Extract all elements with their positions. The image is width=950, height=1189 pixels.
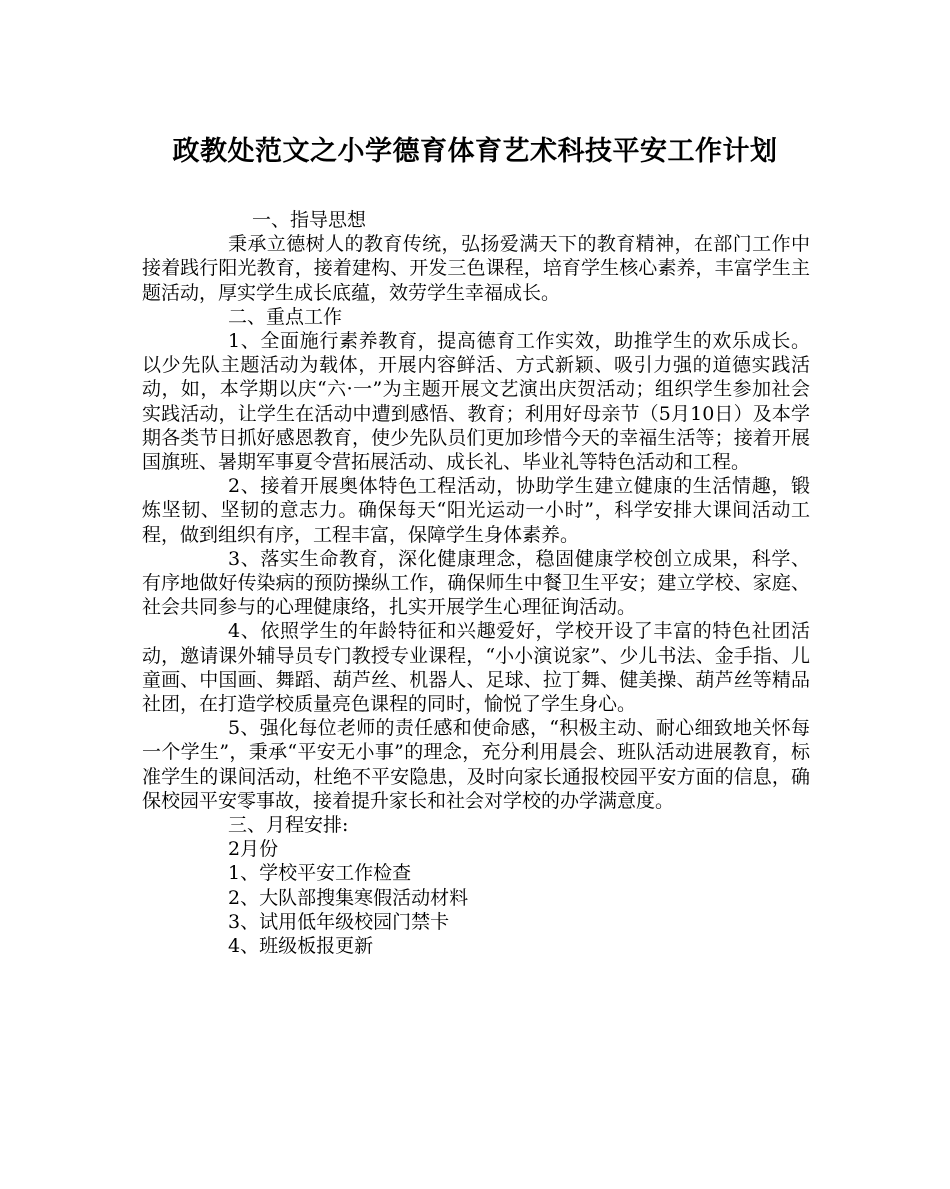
schedule-list-item: 2、大队部搜集寒假活动材料 (228, 886, 469, 909)
paragraph-guiding-ideology: 秉承立德树人的教育传统，弘扬爱满天下的教育精神，在部门工作中接着践行阳光教育，接着建构、开发三色课程，培育学生核心素养，丰富学生主题活动，厚实学生成长底蕴，效劳学生幸福成长。 (142, 233, 810, 304)
paragraph-key-work-2: 2、接着开展奥体特色工程活动，协助学生建立健康的生活情趣，锻炼坚韧、坚韧的意志力。确保每天“阳光运动一小时”，科学安排大课间活动工程，做到组织有序，工程丰富，保障学生身体素养。 (142, 475, 810, 546)
document-body (142, 208, 810, 958)
section-heading-monthly-schedule: 三、月程安排: (228, 814, 349, 837)
schedule-list-item: 1、学校平安工作检查 (228, 862, 412, 885)
paragraph-key-work-4: 4、依照学生的年龄特征和兴趣爱好，学校开设了丰富的特色社团活动，邀请课外辅导员专门教授专业课程，“小小演说家”、少儿书法、金手指、儿童画、中国画、舞蹈、葫芦丝、机器人、足球、拉丁舞、健美操、葫芦丝等精品社团，在打造学校质量亮色课程的同时，愉悦了学生身心。 (142, 620, 810, 716)
document-title: 政教处范文之小学德育体育艺术科技平安工作计划 (172, 136, 778, 167)
paragraph-key-work-3: 3、落实生命教育，深化健康理念，稳固健康学校创立成果，科学、有序地做好传染病的预防操纵工作，确保师生中餐卫生平安；建立学校、家庭、社会共同参与的心理健康络，扎实开展学生心理征询活动。 (142, 547, 810, 619)
section-heading-guiding-ideology: 一、指导思想 (252, 209, 367, 231)
section-heading-key-work: 二、重点工作 (228, 305, 343, 328)
schedule-list-item: 3、试用低年级校园门禁卡 (228, 910, 450, 933)
paragraph-key-work-5: 5、强化每位老师的责任感和使命感，“积极主动、耐心细致地关怀每一个学生”，秉承“平安无小事”的理念，充分利用晨会、班队活动进展教育，标准学生的课间活动，杜绝不平安隐患，及时向家长通报校园平安方面的信息，确保校园平安零事故，接着提升家长和社会对学校的办学满意度。 (142, 717, 810, 812)
paragraph-key-work-1: 1、全面施行素养教育，提高德育工作实效，助推学生的欢乐成长。以少先队主题活动为载体，开展内容鲜活、方式新颖、吸引力强的道德实践活动，如，本学期以庆“六·一”为主题开展文艺演出庆贺活动；组织学生参加社会实践活动，让学生在活动中遭到感悟、教育；利用好母亲节（5月10日）及本学期各类节日抓好感恩教育，使少先队员们更加珍惜今天的幸福生活等；接着开展国旗班、暑期军事夏令营拓展活动、成长礼、毕业礼等特色活动和工程。 (142, 330, 810, 474)
schedule-list-item: 4、班级板报更新 (228, 935, 374, 958)
month-label: 2月份 (228, 838, 279, 861)
